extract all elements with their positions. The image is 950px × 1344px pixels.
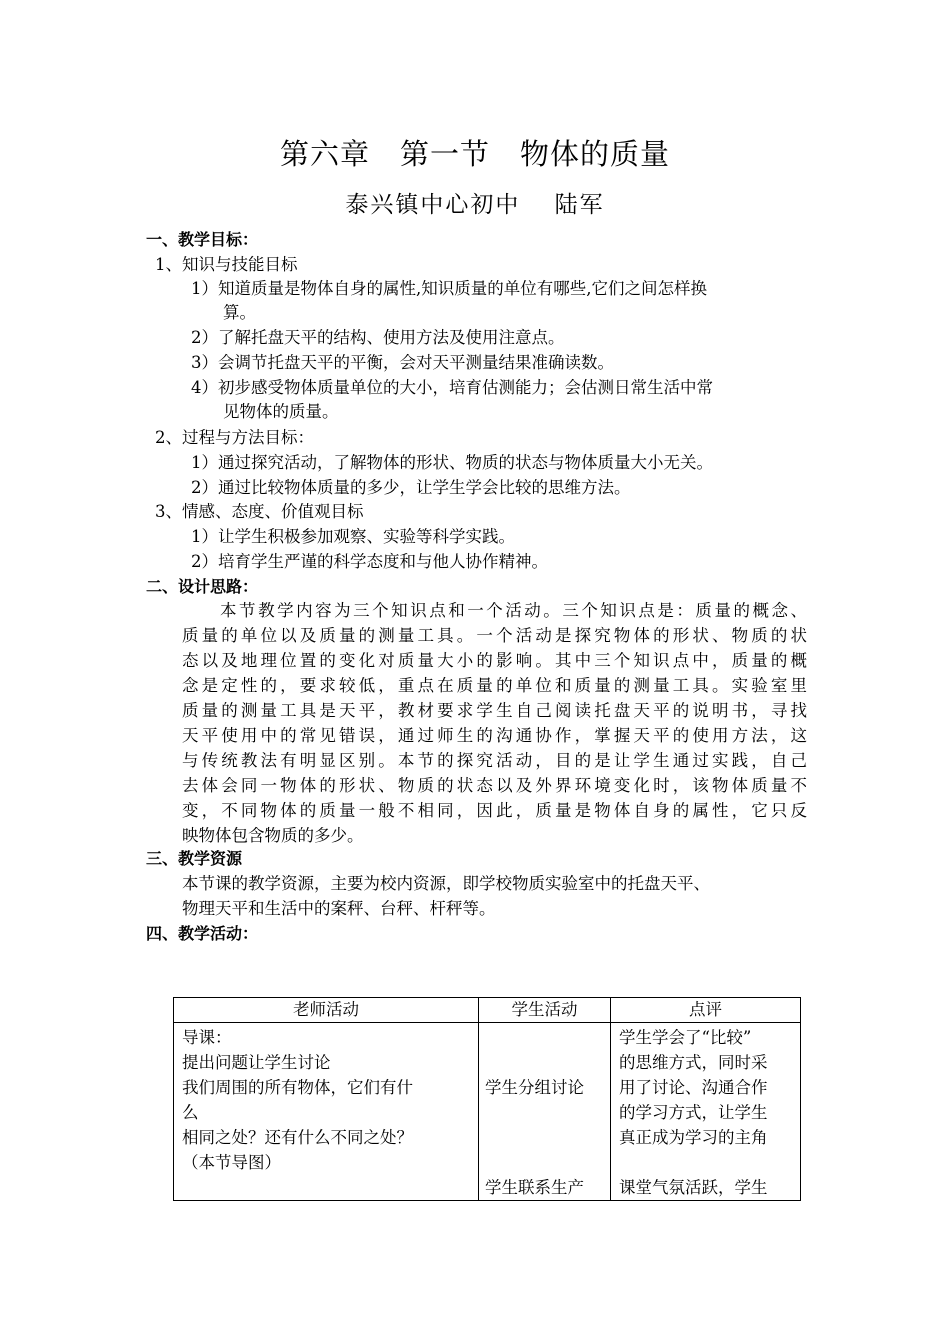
design-paragraph bbox=[182, 598, 807, 848]
teacher-line: 我们周围的所有物体，它们有什 bbox=[182, 1078, 413, 1097]
objective-item: 2）培育学生严谨的科学态度和与他人协作精神。 bbox=[191, 552, 548, 571]
teacher-line: 导课： bbox=[182, 1028, 232, 1047]
subheading-knowledge-skills: 1、知识与技能目标 bbox=[155, 255, 298, 274]
student-line: 学生联系生产 bbox=[485, 1178, 584, 1197]
page-title: 第六章 第一节 物体的质量 bbox=[279, 137, 670, 171]
comment-line: 的学习方式，让学生 bbox=[619, 1103, 768, 1122]
objective-item: 1）通过探究活动，了解物体的形状、物质的状态与物体质量大小无关。 bbox=[191, 453, 713, 472]
objective-item: 2）通过比较物体质量的多少，让学生学会比较的思维方法。 bbox=[191, 478, 631, 497]
subheading-process-method: 2、过程与方法目标： bbox=[155, 428, 314, 447]
activities-table bbox=[173, 997, 801, 1201]
comment-line: 的思维方式，同时采 bbox=[619, 1053, 768, 1072]
comment-line: 真正成为学习的主角 bbox=[619, 1128, 768, 1147]
comment-cell bbox=[611, 1023, 801, 1201]
table-row bbox=[174, 1023, 801, 1201]
paragraph-line: 去体会同一物体的形状、物质的状态以及外界环境变化时，该物体质量不 bbox=[182, 776, 807, 795]
header-student: 学生活动 bbox=[479, 998, 611, 1023]
objective-item: 3）会调节托盘天平的平衡，会对天平测量结果准确读数。 bbox=[191, 353, 614, 372]
paragraph-line: 与传统教法有明显区别。本节的探究活动，目的是让学生通过实践，自己 bbox=[182, 751, 807, 770]
resources-line: 本节课的教学资源，主要为校内资源，即学校物质实验室中的托盘天平、 bbox=[182, 874, 710, 893]
teacher-line: 提出问题让学生讨论 bbox=[182, 1053, 331, 1072]
author-line: 泰兴镇中心初中 陆军 bbox=[345, 192, 605, 218]
teacher-cell bbox=[174, 1023, 479, 1201]
objective-item: 见物体的质量。 bbox=[223, 402, 339, 421]
subheading-attitude-values: 3、情感、态度、价值观目标 bbox=[155, 502, 364, 521]
objective-item: 2）了解托盘天平的结构、使用方法及使用注意点。 bbox=[191, 328, 565, 347]
objective-item: 1）让学生积极参加观察、实验等科学实践。 bbox=[191, 527, 515, 546]
teacher-line: 么 bbox=[182, 1103, 199, 1122]
paragraph-line: 变，不同物体的质量一般不相同，因此，质量是物体自身的属性，它只反 bbox=[182, 801, 807, 820]
paragraph-line: 质量的测量工具是天平，教材要求学生自己阅读托盘天平的说明书，寻找 bbox=[182, 701, 807, 720]
section-heading-resources: 三、教学资源 bbox=[146, 849, 243, 868]
paragraph-line: 本节教学内容为三个知识点和一个活动。三个知识点是：质量的概念、 bbox=[182, 601, 807, 620]
header-teacher: 老师活动 bbox=[174, 998, 479, 1023]
student-cell bbox=[479, 1023, 611, 1201]
paragraph-line: 天平使用中的常见错误，通过师生的沟通协作，掌握天平的使用方法，这 bbox=[182, 726, 807, 745]
section-heading-design: 二、设计思路： bbox=[146, 577, 259, 596]
paragraph-line: 态以及地理位置的变化对质量大小的影响。其中三个知识点中，质量的概 bbox=[182, 651, 807, 670]
header-comment: 点评 bbox=[611, 998, 801, 1023]
section-heading-objectives: 一、教学目标： bbox=[146, 230, 259, 249]
objective-item: 4）初步感受物体质量单位的大小，培育估测能力；会估测日常生活中常 bbox=[191, 378, 713, 397]
objective-item: 算。 bbox=[223, 303, 256, 322]
paragraph-line: 映物体包含物质的多少。 bbox=[182, 826, 364, 845]
comment-line: 用了讨论、沟通合作 bbox=[619, 1078, 768, 1097]
section-heading-activities: 四、教学活动： bbox=[146, 924, 259, 943]
comment-line: 课堂气氛活跃，学生 bbox=[619, 1178, 768, 1197]
comment-line: 学生学会了“比较” bbox=[619, 1028, 752, 1047]
teacher-line: 相同之处？还有什么不同之处？ bbox=[182, 1128, 413, 1147]
objective-item: 1）知道质量是物体自身的属性,知识质量的单位有哪些,它们之间怎样换 bbox=[191, 279, 707, 298]
student-line: 学生分组讨论 bbox=[485, 1078, 584, 1097]
teacher-line: （本节导图） bbox=[182, 1153, 281, 1172]
resources-line: 物理天平和生活中的案秤、台秤、杆秤等。 bbox=[182, 899, 496, 918]
table-header-row bbox=[174, 998, 801, 1023]
paragraph-line: 念是定性的，要求较低，重点在质量的单位和质量的测量工具。实验室里 bbox=[182, 676, 807, 695]
paragraph-line: 质量的单位以及质量的测量工具。一个活动是探究物体的形状、物质的状 bbox=[182, 626, 807, 645]
